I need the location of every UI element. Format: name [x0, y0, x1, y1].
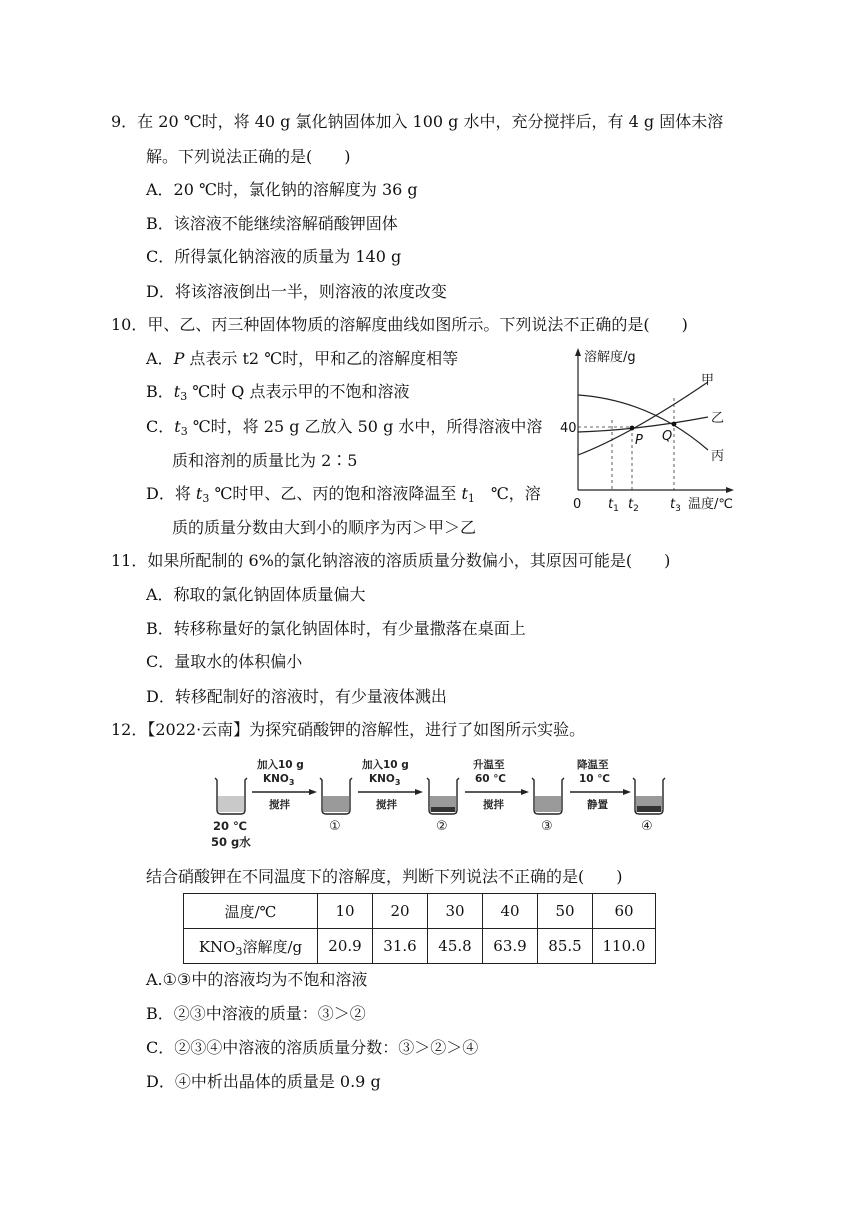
curve-label-jia: 甲	[701, 373, 715, 388]
q10-option-c: C．$t_3$ ℃时，将 25 g 乙放入 50 g 水中，所得溶液中溶	[146, 417, 543, 438]
table-cell: 20	[373, 894, 428, 929]
step1-bottom: 搅拌	[269, 799, 290, 811]
table-cell: 63.9	[483, 929, 538, 964]
point-p-label: P	[635, 433, 643, 448]
step3-bottom: 搅拌	[483, 799, 504, 811]
label-4: ④	[641, 819, 653, 834]
table-cell: 60	[593, 894, 656, 929]
curve-jia	[578, 382, 708, 455]
y-axis-arrow	[575, 348, 581, 356]
table-cell: 31.6	[373, 929, 428, 964]
q9-stem-line1: 9．在 20 ℃时，将 40 g 氯化钠固体加入 100 g 水中，充分搅拌后，有 4 g 固体未溶	[111, 112, 724, 131]
y-axis-label: 溶解度/g	[584, 350, 636, 365]
table-cell: 85.5	[538, 929, 593, 964]
q12-prompt: 结合硝酸钾在不同温度下的溶解度，判断下列说法不正确的是( )	[146, 867, 623, 886]
x-tick-t2: $t_2$	[628, 497, 639, 514]
q12-stem: 12．【2022·云南】为探究硝酸钾的溶解性，进行了如图所示实验。	[111, 720, 586, 739]
beaker-4	[633, 778, 665, 814]
curve-label-yi: 乙	[711, 411, 725, 426]
q12-option-b: B．②③中溶液的质量：③＞②	[146, 1004, 366, 1023]
q10-option-a: A．P 点表示 t2 ℃时，甲和乙的溶解度相等	[146, 349, 459, 368]
point-q	[672, 422, 677, 427]
step1-top1: 加入10 g	[257, 759, 304, 771]
table-cell: 45.8	[428, 929, 483, 964]
table-cell: 110.0	[593, 929, 656, 964]
table-header-solubility: $KNO_3$溶解度/g	[184, 929, 318, 964]
origin-label: 0	[573, 497, 582, 512]
table-row-solubility	[184, 929, 656, 964]
step4-top2: 10 ℃	[579, 773, 610, 785]
point-p	[630, 426, 635, 431]
start-condition-water: 50 g水	[211, 835, 251, 849]
label-2: ②	[436, 819, 448, 834]
step3-top1: 升温至	[473, 759, 505, 771]
step1-top2: $KNO_3$	[263, 773, 295, 787]
q11-option-d: D．转移配制好的溶液时，有少量液体溅出	[146, 687, 447, 706]
q11-option-c: C．量取水的体积偏小	[146, 652, 303, 671]
q9-option-a: A．20 ℃时，氯化钠的溶解度为 36 g	[146, 180, 418, 199]
q10-option-d-line2: 质的质量分数由大到小的顺序为丙＞甲＞乙	[172, 518, 477, 537]
step4-top1: 降温至	[577, 759, 609, 771]
experiment-diagram	[205, 752, 675, 852]
beaker-2	[427, 778, 459, 814]
step2-bottom: 搅拌	[376, 799, 397, 811]
step2-top2: $KNO_3$	[369, 773, 401, 787]
table-header-temperature: 温度/℃	[184, 894, 318, 929]
table-cell: 30	[428, 894, 483, 929]
point-q-label: Q	[662, 429, 673, 444]
label-1: ①	[329, 819, 341, 834]
beaker-1	[320, 778, 352, 814]
q12-option-c: C．②③④中溶液的溶质质量分数：③＞②＞④	[146, 1038, 479, 1057]
x-axis-label: 温度/℃	[688, 497, 733, 512]
start-condition-temp: 20 ℃	[213, 819, 247, 833]
label-3: ③	[541, 819, 553, 834]
q12-option-a: A.①③中的溶液均为不饱和溶液	[146, 970, 368, 989]
step2-top1: 加入10 g	[362, 759, 409, 771]
q11-option-a: A．称取的氯化钠固体质量偏大	[146, 585, 366, 604]
x-tick-t1: $t_1$	[608, 497, 619, 514]
curve-label-bing: 丙	[711, 449, 725, 464]
y-tick-40: 40	[560, 421, 577, 436]
table-row-temperature	[184, 894, 656, 929]
q11-option-b: B．转移称量好的氯化钠固体时，有少量撒落在桌面上	[146, 619, 526, 638]
table-cell: 10	[318, 894, 373, 929]
beaker-3	[532, 778, 564, 814]
x-axis-arrow	[726, 487, 734, 493]
q11-stem: 11．如果所配制的 6%的氯化钠溶液的溶质质量分数偏小，其原因可能是( )	[111, 551, 671, 570]
q10-stem: 10．甲、乙、丙三种固体物质的溶解度曲线如图所示。下列说法不正确的是( )	[111, 315, 688, 334]
q10-option-b: B．$t_3$ ℃时 Q 点表示甲的不饱和溶液	[146, 382, 410, 403]
table-cell: 40	[483, 894, 538, 929]
q12-option-d: D．④中析出晶体的质量是 0.9 g	[146, 1072, 381, 1091]
solubility-table	[183, 893, 656, 964]
q9-option-b: B．该溶液不能继续溶解硝酸钾固体	[146, 214, 398, 233]
solubility-graph	[560, 340, 750, 520]
table-cell: 20.9	[318, 929, 373, 964]
q10-option-d: D．将 $t_3$ ℃时甲、乙、丙的饱和溶液降温至 $t_1$ ℃，溶	[146, 484, 541, 505]
q9-option-c: C．所得氯化钠溶液的质量为 140 g	[146, 247, 402, 266]
q9-option-d: D．将该溶液倒出一半，则溶液的浓度改变	[146, 282, 447, 301]
table-cell: 50	[538, 894, 593, 929]
q9-stem-line2: 解。下列说法正确的是( )	[146, 147, 351, 166]
q10-option-c-line2: 质和溶剂的质量比为 2∶5	[172, 451, 358, 470]
curve-yi	[578, 417, 708, 432]
step4-bottom: 静置	[587, 799, 608, 811]
x-tick-t3: $t_3$	[670, 497, 681, 514]
beaker-start	[215, 778, 247, 814]
step3-top2: 60 ℃	[475, 773, 506, 785]
